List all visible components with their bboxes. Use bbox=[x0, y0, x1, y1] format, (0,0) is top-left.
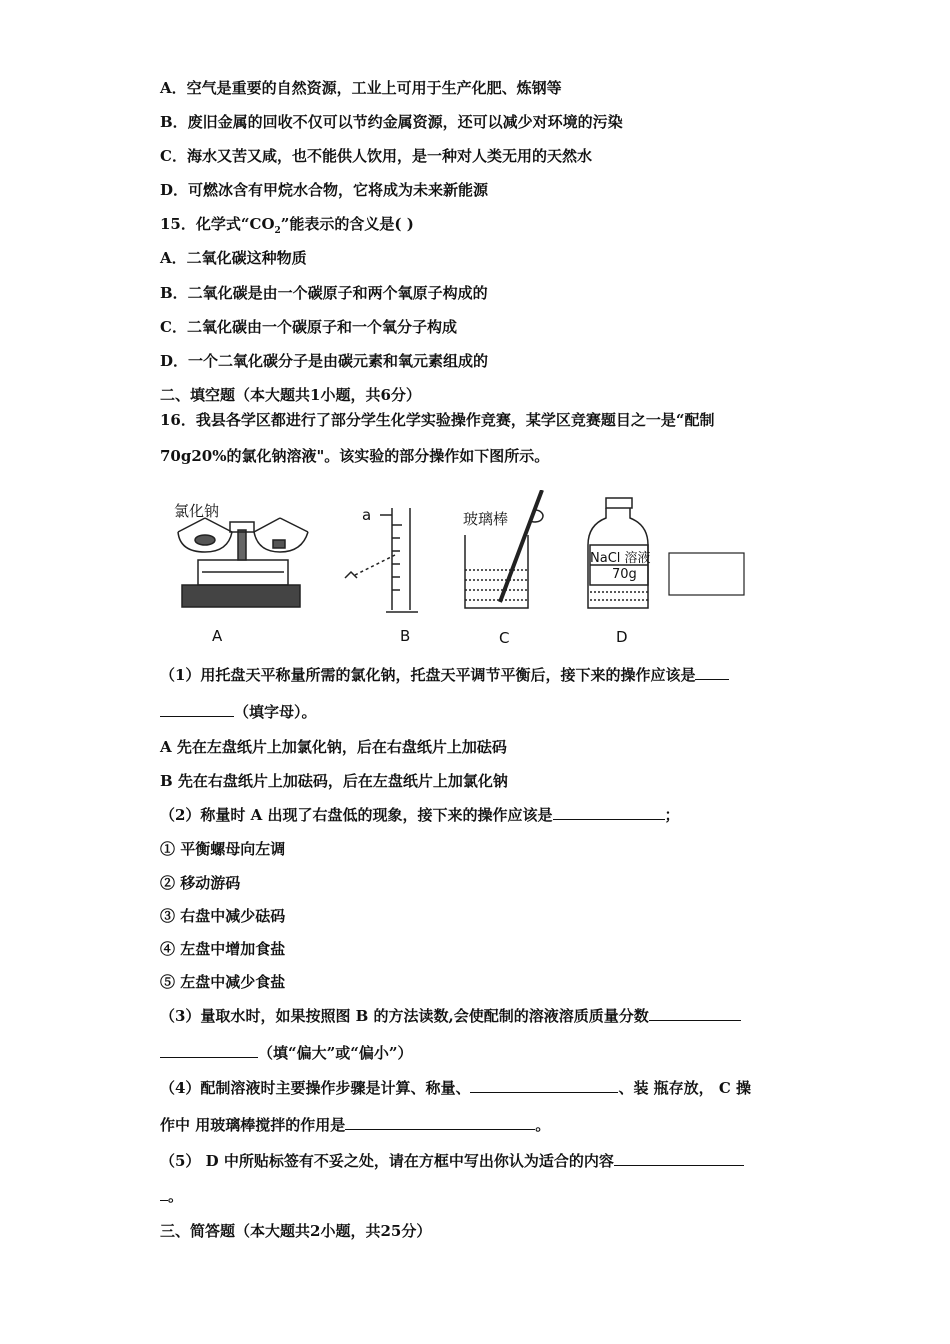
p1-blank-start bbox=[695, 665, 729, 680]
p2-option-1: ① 平衡螺母向左调 bbox=[160, 840, 286, 858]
q15-stem-prefix: 15．化学式“CO bbox=[160, 215, 275, 233]
p4-text-b: 、装 瓶存放， C 操 bbox=[618, 1079, 752, 1097]
caption-d: D bbox=[616, 628, 628, 646]
experiment-figure bbox=[160, 490, 760, 655]
section3-title: 三、简答题（本大题共2小题，共25分） bbox=[160, 1222, 432, 1240]
p4-text-a: （4）配制溶液时主要操作步骤是计算、称量、 bbox=[160, 1079, 471, 1097]
q15-subscript: 2 bbox=[274, 226, 281, 236]
p2-question-text: （2）称量时 A 出现了右盘低的现象，接下来的操作应该是 bbox=[160, 806, 553, 824]
p2-option-2: ② 移动游码 bbox=[160, 874, 241, 892]
q14-option-b: B．废旧金属的回收不仅可以节约金属资源，还可以减少对环境的污染 bbox=[160, 113, 623, 131]
p1-question-text: （1）用托盘天平称量所需的氯化钠，托盘天平调节平衡后，接下来的操作应该是 bbox=[160, 666, 696, 684]
p3-line2 bbox=[160, 1043, 413, 1063]
q16-stem-line2: 70g20%的氯化钠溶液"。该实验的部分操作如下图所示。 bbox=[160, 447, 550, 465]
p1-option-b: B 先在右盘纸片上加砝码，后在左盘纸片上加氯化钠 bbox=[160, 772, 508, 790]
p5-line1 bbox=[160, 1151, 744, 1171]
p4-text-d: 。 bbox=[535, 1116, 551, 1134]
p5-blank-end bbox=[160, 1186, 168, 1201]
p2-end: ； bbox=[664, 806, 680, 824]
p2-option-4: ④ 左盘中增加食盐 bbox=[160, 940, 286, 958]
p1-hint: （填字母）。 bbox=[234, 703, 317, 721]
q14-option-d: D．可燃冰含有甲烷水合物，它将成为未来新能源 bbox=[160, 181, 489, 199]
p3-question-text: （3）量取水时，如果按照图 B 的方法读数,会使配制的溶液溶质质量分数 bbox=[160, 1007, 649, 1025]
p5-end: 。 bbox=[168, 1187, 184, 1205]
caption-b: B bbox=[400, 627, 411, 645]
p3-blank-start bbox=[649, 1006, 741, 1021]
p2-option-5: ⑤ 左盘中减少食盐 bbox=[160, 973, 286, 991]
q15-stem-suffix: ”能表示的含义是( ) bbox=[280, 215, 414, 233]
q15-option-a: A．二氧化碳这种物质 bbox=[160, 249, 307, 267]
caption-a: A bbox=[212, 627, 223, 645]
p1-blank bbox=[160, 702, 234, 717]
q15-option-d: D．一个二氧化碳分子是由碳元素和氧元素组成的 bbox=[160, 352, 489, 370]
q16-stem-line1: 16．我县各学区都进行了部分学生化学实验操作竞赛，某学区竞赛题目之一是“配制 bbox=[160, 411, 715, 429]
p5-question-text: （5） D 中所贴标签有不妥之处，请在方框中写出你认为适合的内容 bbox=[160, 1152, 614, 1170]
label-a: a bbox=[362, 506, 372, 524]
q14-option-c: C．海水又苦又咸，也不能供人饮用，是一种对人类无用的天然水 bbox=[160, 147, 592, 165]
p1-option-a: A 先在左盘纸片上加氯化钠，后在右盘纸片上加砝码 bbox=[160, 738, 507, 756]
label-bottle-mass: 70g bbox=[612, 567, 637, 582]
p3-blank bbox=[160, 1043, 258, 1058]
caption-c: C bbox=[499, 629, 510, 647]
p3-line1 bbox=[160, 1006, 741, 1026]
p4-blank1 bbox=[470, 1078, 618, 1093]
q15-option-c: C．二氧化碳由一个碳原子和一个氧分子构成 bbox=[160, 318, 457, 336]
p5-blank bbox=[614, 1151, 744, 1166]
q15-stem bbox=[160, 214, 414, 241]
cylinder-illustration bbox=[345, 508, 418, 612]
p1-line2 bbox=[160, 702, 317, 722]
p2-line bbox=[160, 805, 680, 825]
experiment-figure-svg bbox=[160, 490, 760, 655]
p2-option-3: ③ 右盘中减少砝码 bbox=[160, 907, 286, 925]
p4-line1 bbox=[160, 1078, 751, 1098]
balance-illustration bbox=[178, 518, 308, 607]
p5-line2 bbox=[160, 1186, 183, 1206]
label-glass-rod: 玻璃棒 bbox=[463, 510, 509, 528]
p2-blank bbox=[553, 805, 665, 820]
q14-option-a: A．空气是重要的自然资源，工业上可用于生产化肥、炼钢等 bbox=[160, 79, 562, 97]
label-bottle-name: NaCl 溶液 bbox=[590, 551, 651, 566]
p4-text-c: 作中 用玻璃棒搅拌的作用是 bbox=[160, 1116, 346, 1134]
p4-blank2 bbox=[345, 1115, 535, 1130]
section2-title: 二、填空题（本大题共1小题，共6分） bbox=[160, 386, 421, 404]
label-answer-box bbox=[669, 553, 744, 595]
label-sodium-chloride: 氯化钠 bbox=[174, 502, 220, 520]
p1-line1 bbox=[160, 665, 729, 685]
p3-hint: （填“偏大”或“偏小”） bbox=[258, 1044, 413, 1062]
p4-line2 bbox=[160, 1115, 550, 1135]
q15-option-b: B．二氧化碳是由一个碳原子和两个氧原子构成的 bbox=[160, 284, 488, 302]
